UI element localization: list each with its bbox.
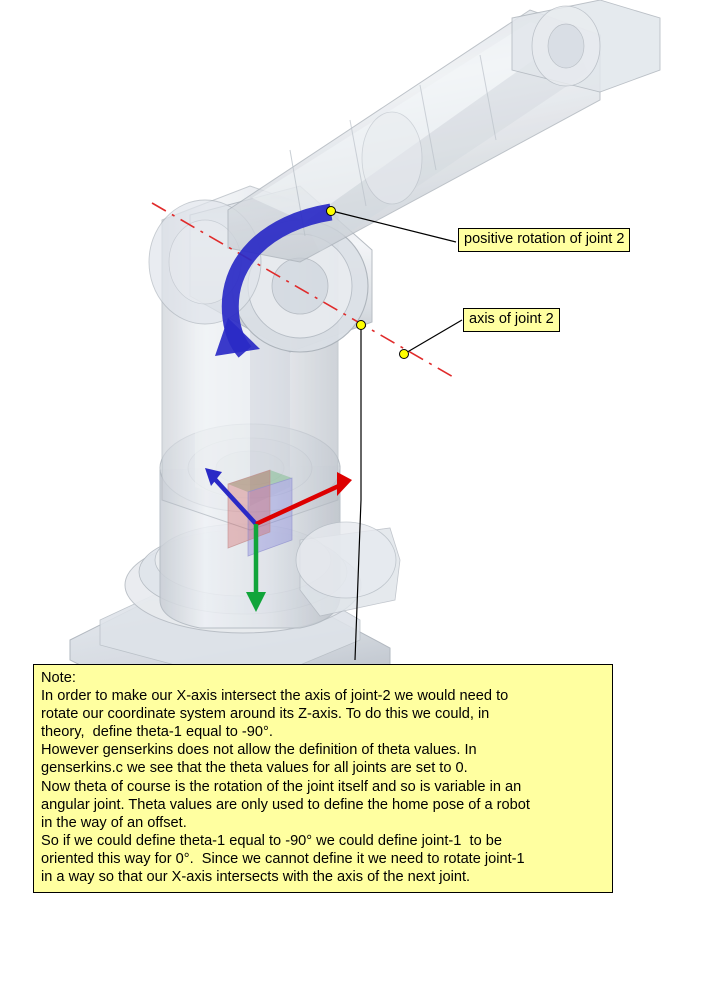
note-line: rotate our coordinate system around its Z-axis. To do this we could, in [41,706,490,723]
callout-rotation-label: positive rotation of joint 2 [464,231,625,247]
note-title: Note: [41,670,76,686]
note-line: in the way of an offset. [41,814,187,831]
note-line: in a way so that our X-axis intersects with the axis of the next joint. [41,869,471,886]
note-line: In order to make our X-axis intersect the axis of joint-2 we would need to [41,688,509,705]
callout-positive-rotation-joint-2 [458,228,630,252]
note-line: theory, define theta-1 equal to -90°. [41,724,273,741]
callout-axis-label: axis of joint 2 [469,311,554,327]
note-box [33,664,613,893]
note-line: angular joint. Theta values are only used to define the home pose of a robot [41,796,530,813]
callout-axis-joint-2 [463,308,560,332]
note-line: Now theta of course is the rotation of the joint itself and so is variable in an [41,778,522,795]
note-line: However genserkins does not allow the definition of theta values. In [41,742,477,759]
note-line: genserkins.c we see that the theta values for all joints are set to 0. [41,760,468,777]
note-line: So if we could define theta-1 equal to -90° we could define joint-1 to be [41,832,502,849]
note-line: oriented this way for 0°. Since we cannot define it we need to rotate joint-1 [41,850,525,867]
